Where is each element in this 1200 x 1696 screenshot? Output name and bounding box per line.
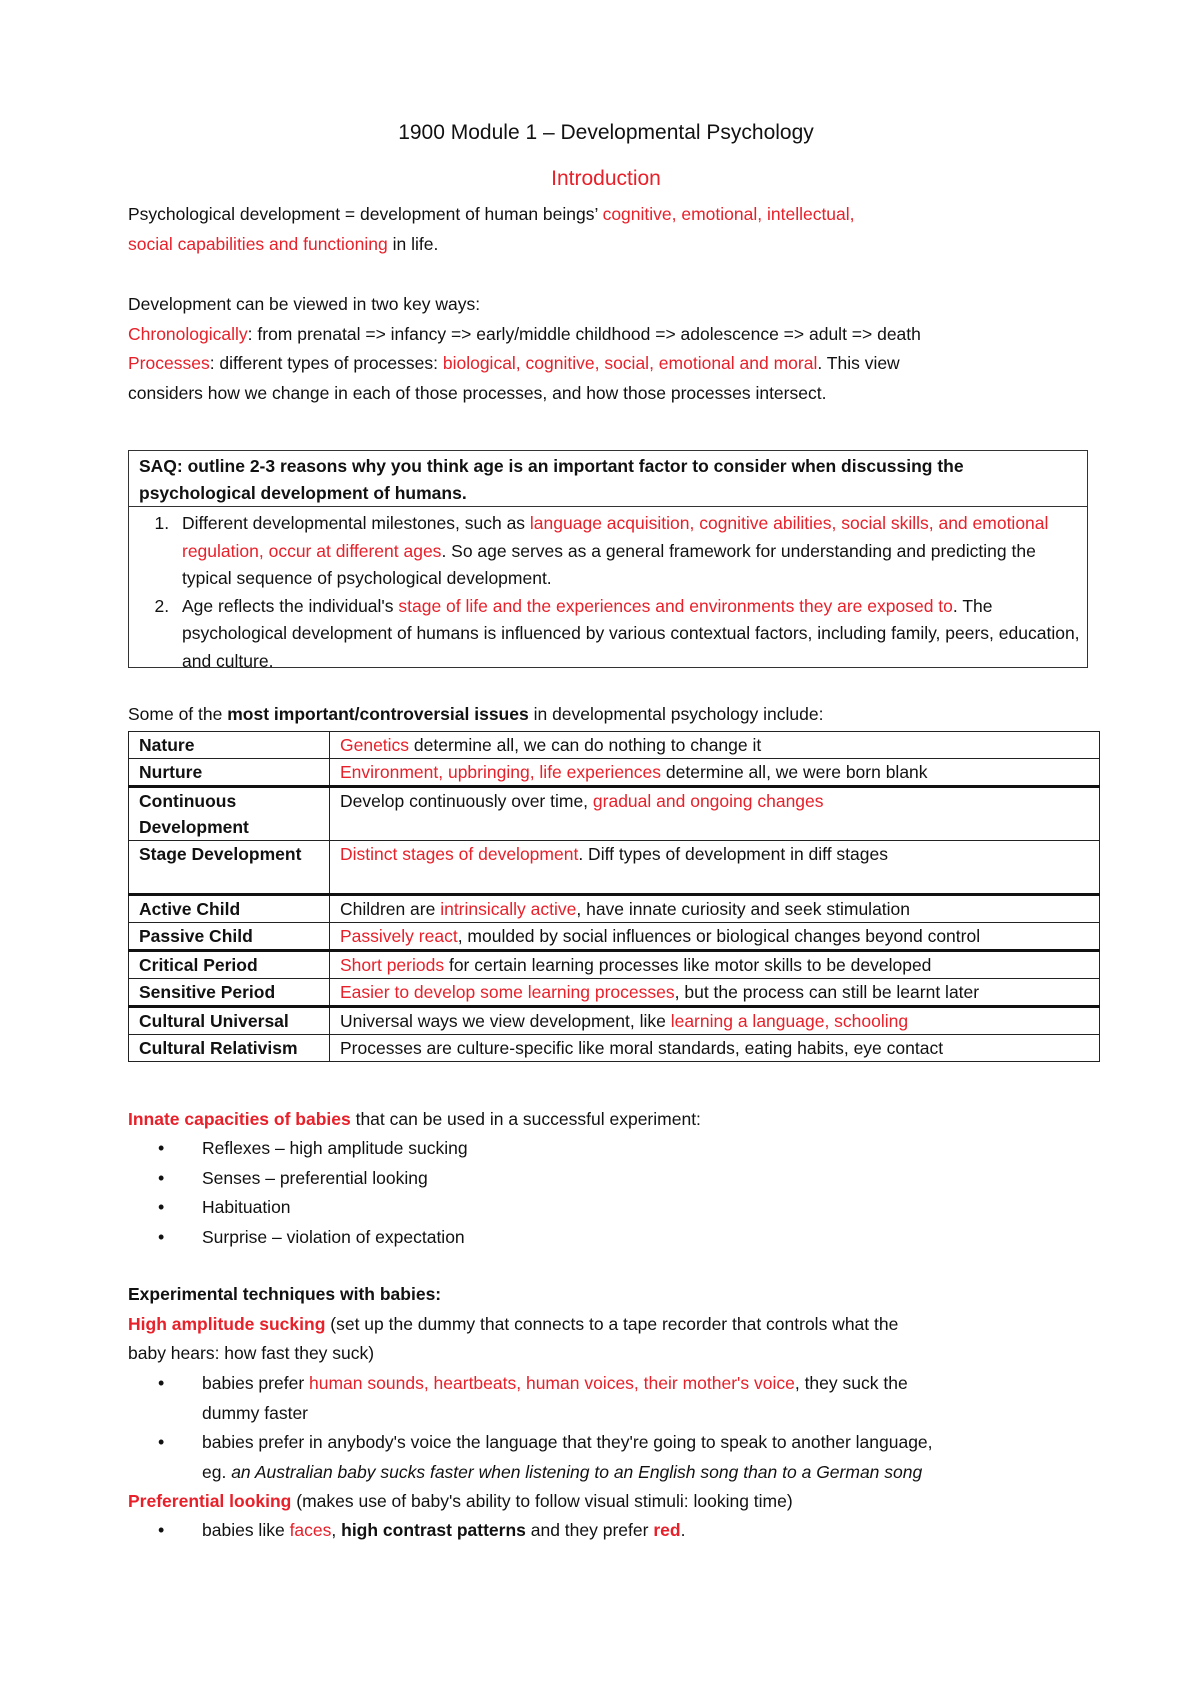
list-item: • babies prefer in anybody's voice the language that they're going to speak to another language, eg. an Australian baby sucks faster when listening to an English song than to a German song — [128, 1428, 1088, 1487]
table-row: Sensitive Period Easier to develop some learning processes, but the process can still be learnt later — [129, 979, 1100, 1007]
innate-capacities-list — [128, 1134, 1088, 1252]
list-item: • Senses – preferential looking — [128, 1164, 1088, 1194]
list-item: • babies like faces, high contrast patterns and they prefer red. — [128, 1516, 1088, 1546]
table-row: Stage Development Distinct stages of development. Diff types of development in diff stages — [129, 841, 1100, 895]
list-item: 2. Age reflects the individual's stage of life and the experiences and environments they are exposed to. The psychological development of humans is influenced by various contextual factors, including family, peers, education, and culture. — [174, 593, 1087, 676]
sucking-findings-list — [128, 1369, 1088, 1487]
list-item: • Surprise – violation of expectation — [128, 1223, 1088, 1253]
table-row: Nurture Environment, upbringing, life experiences determine all, we were born blank — [129, 759, 1100, 787]
list-item: • Habituation — [128, 1193, 1088, 1223]
chronologically-label: Chronologically — [128, 323, 248, 344]
issues-table — [128, 731, 1100, 1062]
table-row: Critical Period Short periods for certain learning processes like motor skills to be developed — [129, 951, 1100, 979]
table-row: Continuous Development Develop continuously over time, gradual and ongoing changes — [129, 787, 1100, 841]
looking-findings-list — [128, 1516, 1088, 1546]
list-item: • Reflexes – high amplitude sucking — [128, 1134, 1088, 1164]
section-heading-introduction: Introduction — [551, 167, 661, 190]
list-item: 1. Different developmental milestones, such as language acquisition, cognitive abilities, social skills, and emotional regulation, occur at different ages. So age serves as a general framework for understanding and predicting the typical sequence of psychological development. — [174, 510, 1087, 593]
techniques-section: Experimental techniques with babies: High amplitude sucking (set up the dummy that connects to a tape recorder that controls what the baby hears: how fast they suck) — [128, 1284, 899, 1363]
processes-label: Processes — [128, 353, 210, 373]
list-item: • babies prefer human sounds, heartbeats, human voices, their mother's voice, they suck the dummy faster — [128, 1369, 1088, 1428]
development-views-paragraph: Development can be viewed in two key ways: Chronologically: from prenatal => infancy => early/middle childhood => adolescence => adult => death Processes: different types of processes: biological, cognitive, social, emotional and moral. This view considers how we change in each of those processes, and how those processes intersect. — [128, 294, 921, 403]
saq-answer-list — [129, 510, 1087, 675]
techniques-heading: Experimental techniques with babies: — [128, 1284, 442, 1304]
intro-paragraph: Psychological development = development of human beings’ cognitive, emotional, intellectual, social capabilities and functioning in life. — [128, 204, 855, 254]
high-amplitude-sucking-label: High amplitude sucking — [128, 1313, 326, 1334]
table-row: Cultural Relativism Processes are culture-specific like moral standards, eating habits, eye contact — [129, 1035, 1100, 1062]
innate-capacities-heading: Innate capacities of babies that can be used in a successful experiment: — [128, 1109, 701, 1129]
issues-intro: Some of the most important/controversial issues in developmental psychology include: — [128, 704, 824, 724]
saq-box — [128, 450, 1088, 671]
preferential-looking-label: Preferential looking — [128, 1491, 292, 1511]
table-row: Passive Child Passively react, moulded by social influences or biological changes beyond control — [129, 923, 1100, 951]
saq-heading: SAQ: outline 2-3 reasons why you think age is an important factor to consider when discussing the psychological development of humans. — [129, 451, 1087, 507]
table-row: Nature Genetics determine all, we can do nothing to change it — [129, 732, 1100, 759]
page-title: 1900 Module 1 – Developmental Psychology — [398, 121, 814, 144]
table-row: Active Child Children are intrinsically active, have innate curiosity and seek stimulation — [129, 895, 1100, 923]
table-row: Cultural Universal Universal ways we view development, like learning a language, schooling — [129, 1007, 1100, 1035]
preferential-looking-paragraph: Preferential looking (makes use of baby's ability to follow visual stimuli: looking time) — [128, 1491, 793, 1511]
